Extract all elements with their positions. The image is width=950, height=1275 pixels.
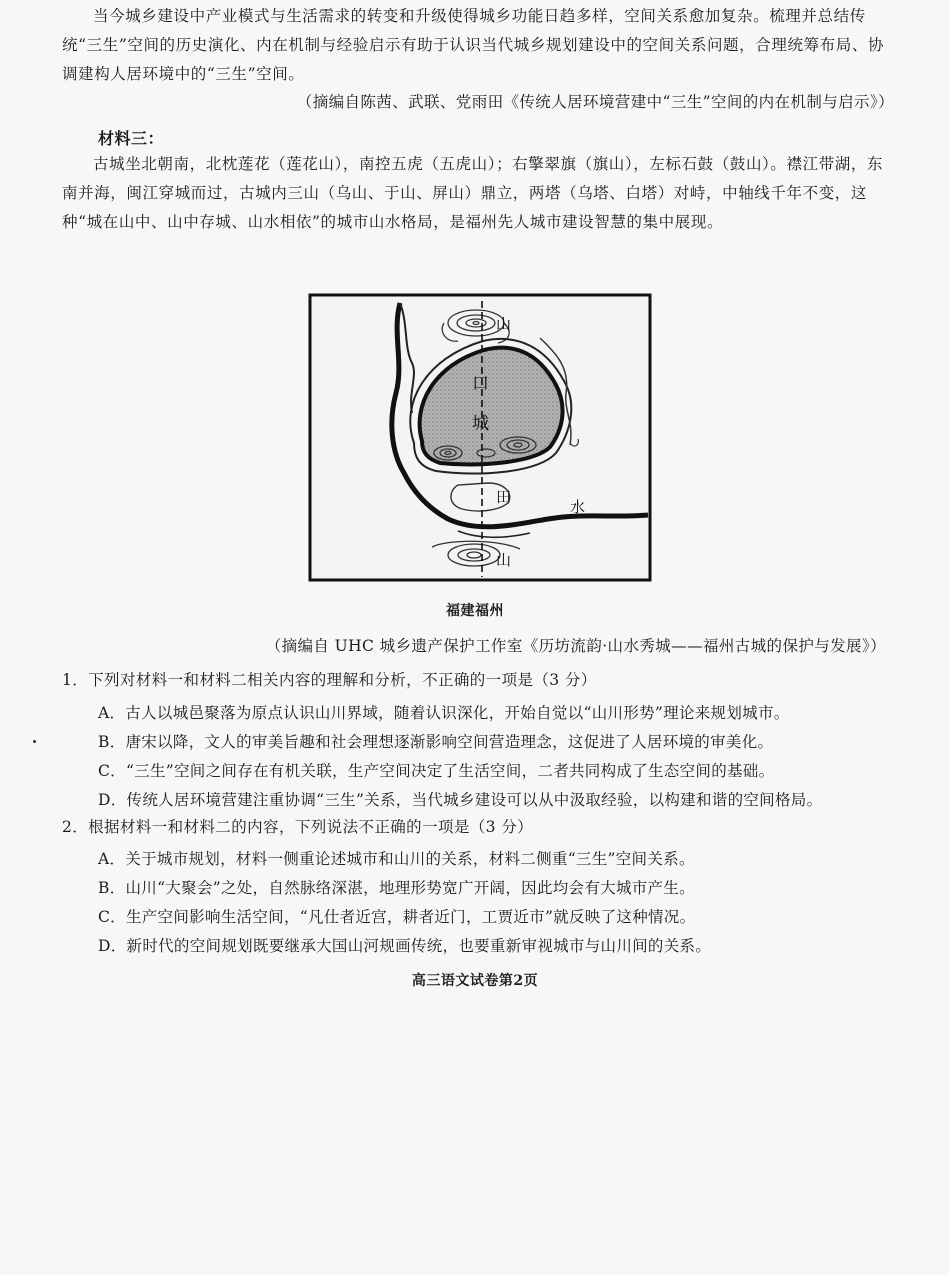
field-label: 田 <box>496 489 512 506</box>
south-mountain-label: 山 <box>496 552 512 569</box>
question-1-stem: 1．下列对材料一和材料二相关内容的理解和分析，不正确的一项是（3 分） <box>62 671 597 689</box>
speck <box>33 740 36 743</box>
water-label: 水 <box>570 499 586 516</box>
material2-source: （摘编自陈茜、武联、党雨田《传统人居环境营建中“三生”空间的内在机制与启示》） <box>296 93 894 111</box>
question-2-stem: 2．根据材料一和材料二的内容，下列说法不正确的一项是（3 分） <box>62 818 534 836</box>
material3-heading: 材料三： <box>98 129 165 148</box>
material3-paragraph: 古城坐北朝南，北枕莲花（莲花山），南控五虎（五虎山）；右擎翠旗（旗山），左标石鼓（鼓山）。襟江带湖，东南并海，闽江穿城而过，古城内三山（乌山、于山、屏山）鼎立，两塔（乌塔、白塔）对峙，中轴线千年不变，这种“城在山中、山中存城、山水相依”的城市山水格局，是福州先人城市建设智慧的集中展现。 <box>62 155 884 231</box>
map-caption: 福建福州 <box>446 603 504 619</box>
question-1-option-d: D．传统人居环境营建注重协调“三生”关系，当代城乡建设可以从中汲取经验，以构建和谐的空间格局。 <box>98 791 823 809</box>
city-label-1: 口 <box>472 374 489 393</box>
question-1-option-a: A．古人以城邑聚落为原点认识山川界域，随着认识深化，开始自觉以“山川形势”理论来规划城市。 <box>98 704 790 722</box>
question-1-option-c: C．“三生”空间之间存在有机关联，生产空间决定了生活空间，二者共同构成了生态空间的基础。 <box>98 762 775 780</box>
question-2-option-d: D．新时代的空间规划既要继承大国山河规画传统，也要重新审视城市与山川间的关系。 <box>98 937 712 955</box>
question-2-option-c: C．生产空间影响生活空间，“凡仕者近宫，耕者近门，工贾近市”就反映了这种情况。 <box>98 908 696 926</box>
question-2-option-b: B．山川“大聚会”之处，自然脉络深湛，地理形势宽广开阔，因此均会有大城市产生。 <box>98 879 695 897</box>
material2-closing-paragraph: 当今城乡建设中产业模式与生活需求的转变和升级使得城乡功能日趋多样，空间关系愈加复杂。梳理并总结传统“三生”空间的历史演化、内在机制与经验启示有助于认识当代城乡规划建设中的空间关系问题，合理统筹布局、协调建构人居环境中的“三生”空间。 <box>62 7 885 83</box>
city-label-2: 城 <box>472 414 489 433</box>
north-mountain-label: 山 <box>496 316 512 333</box>
question-2-option-a: A．关于城市规划，材料一侧重论述城市和山川的关系，材料二侧重“三生”空间关系。 <box>98 850 695 868</box>
question-1-option-b: B．唐宋以降，文人的审美旨趣和社会理想逐渐影响空间营造理念，这促进了人居环境的审美化。 <box>98 733 774 751</box>
page-footer: 高三语文试卷第2页 <box>411 973 539 989</box>
fuzhou-map <box>308 293 652 582</box>
material3-source: （摘编自 UHC 城乡遗产保护工作室《历坊流韵·山水秀城——福州古城的保护与发展》） <box>265 637 886 655</box>
